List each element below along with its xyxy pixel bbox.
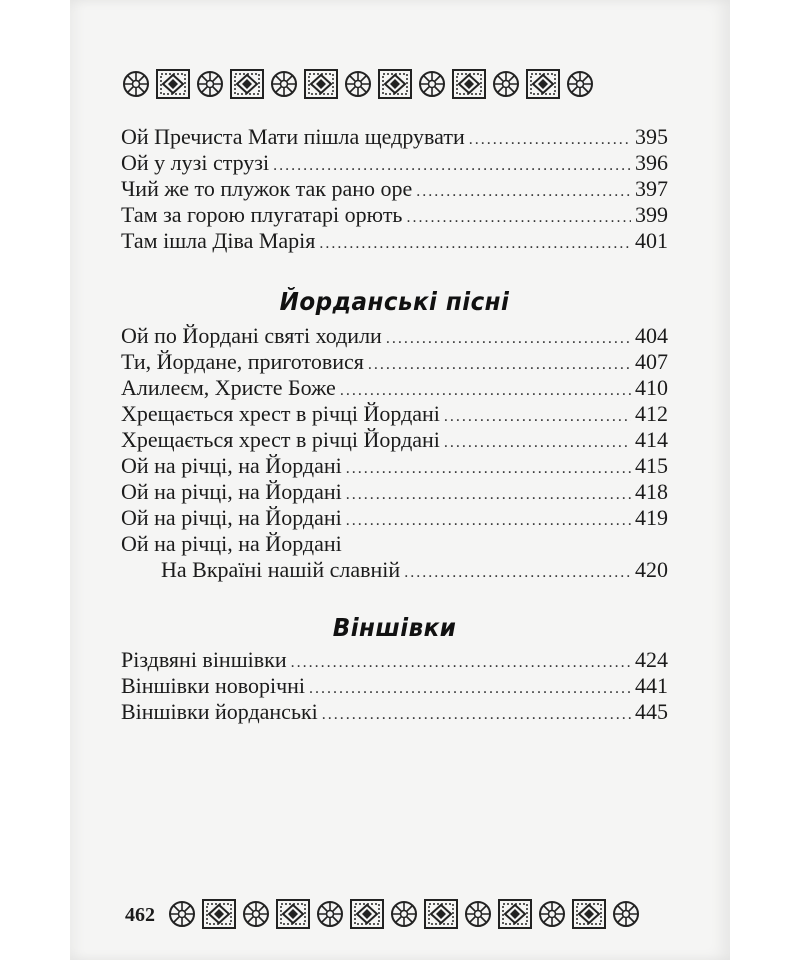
leader-dots [346, 508, 631, 534]
toc-entry [121, 673, 668, 699]
section-heading-greetings: Віншівки [332, 613, 457, 642]
embroidery-rosette-icon [242, 899, 270, 929]
toc-entry-page: 407 [635, 349, 668, 374]
embroidery-motif-icon [526, 69, 560, 99]
toc-entry-multiline-first: Ой на річці, на Йордані [121, 531, 342, 556]
embroidery-motif-icon [572, 899, 606, 929]
toc-entry [121, 401, 668, 427]
toc-entry [121, 427, 668, 453]
toc-entry [121, 349, 668, 375]
toc-entry-page: 397 [635, 176, 668, 201]
embroidery-rosette-icon [168, 899, 196, 929]
embroidery-rosette-icon [418, 69, 446, 99]
leader-dots [319, 231, 631, 257]
toc-entry [121, 647, 668, 673]
toc-entry-page: 412 [635, 401, 668, 426]
section-heading-jordan: Йорданські пісні [279, 287, 510, 316]
leader-dots [444, 404, 631, 430]
toc-entry [121, 176, 668, 202]
leader-dots [346, 456, 631, 482]
embroidery-motif-icon [378, 69, 412, 99]
toc-entry-title: Ой на річці, на Йордані [121, 453, 342, 478]
toc-entry-title: Різдвяні віншівки [121, 647, 287, 672]
toc-entry-title: Хрещається хрест в річці Йордані [121, 401, 440, 426]
toc-entry-title: Алилеєм, Христе Боже [121, 375, 336, 400]
toc-entry-page: 395 [635, 124, 668, 149]
toc-entry-page: 404 [635, 323, 668, 348]
page-number: 462 [125, 904, 155, 926]
embroidery-motif-icon [202, 899, 236, 929]
toc-entry [121, 124, 668, 150]
embroidery-rosette-icon [122, 69, 150, 99]
toc-entry [121, 699, 668, 725]
toc-entry-page: 418 [635, 479, 668, 504]
toc-entry-title: Віншівки новорічні [121, 673, 306, 698]
embroidery-motif-icon [452, 69, 486, 99]
leader-dots [406, 205, 631, 231]
toc-entry-title: Ой по Йордані святі ходили [121, 323, 382, 348]
toc-entry-title: Ой Пречиста Мати пішла щедрувати [121, 124, 465, 149]
toc-entry-title: Віншівки йорданські [121, 699, 318, 724]
toc-entry-page: 396 [635, 150, 668, 175]
top-ornament-border [122, 67, 594, 101]
embroidery-rosette-icon [538, 899, 566, 929]
toc-entry [121, 150, 668, 176]
toc-entry-page: 414 [635, 427, 668, 452]
toc-entry-title: Там за горою плугатарі орють [121, 202, 403, 227]
leader-dots [404, 560, 631, 586]
toc-entry [121, 202, 668, 228]
embroidery-rosette-icon [344, 69, 372, 99]
toc-entry-page: 424 [635, 647, 668, 672]
toc-entry-page: 410 [635, 375, 668, 400]
embroidery-motif-icon [350, 899, 384, 929]
toc-entry [121, 375, 668, 401]
leader-dots [416, 179, 631, 205]
leader-dots [346, 482, 631, 508]
toc-entry [121, 479, 668, 505]
toc-entry-title: На Вкраїні нашій славній [161, 557, 401, 582]
embroidery-motif-icon [498, 899, 532, 929]
toc-entry-page: 399 [635, 202, 668, 227]
embroidery-motif-icon [424, 899, 458, 929]
toc-entry-title: Ти, Йордане, приготовися [121, 349, 364, 374]
toc-entry [121, 228, 668, 254]
toc-entry-title: Ой на річці, на Йордані [121, 479, 342, 504]
leader-dots [469, 127, 631, 153]
embroidery-rosette-icon [270, 69, 298, 99]
toc-entry [121, 323, 668, 349]
embroidery-rosette-icon [612, 899, 640, 929]
leader-dots [309, 676, 631, 702]
toc-entry-multiline-second [121, 557, 668, 583]
toc-entry-page: 401 [635, 228, 668, 253]
bottom-ornament-border [168, 897, 640, 931]
toc-entry-title: Хрещається хрест в річці Йордані [121, 427, 440, 452]
embroidery-rosette-icon [566, 69, 594, 99]
toc-entry-title: Чий же то плужок так рано оре [121, 176, 413, 201]
toc-entry-title: Ой у лузі струзі [121, 150, 270, 175]
toc-entry [121, 453, 668, 479]
toc-entry-title: Там ішла Діва Марія [121, 228, 316, 253]
toc-section-carols [121, 124, 668, 254]
toc-entry-page: 420 [635, 557, 668, 582]
embroidery-motif-icon [230, 69, 264, 99]
embroidery-rosette-icon [390, 899, 418, 929]
embroidery-rosette-icon [316, 899, 344, 929]
leader-dots [322, 702, 631, 728]
toc-entry-page: 419 [635, 505, 668, 530]
toc-entry-page: 445 [635, 699, 668, 724]
leader-dots [368, 352, 631, 378]
leader-dots [444, 430, 631, 456]
toc-entry-page: 441 [635, 673, 668, 698]
toc-entry [121, 505, 668, 531]
leader-dots [386, 326, 631, 352]
embroidery-motif-icon [304, 69, 338, 99]
embroidery-motif-icon [156, 69, 190, 99]
toc-section-greetings [121, 647, 668, 725]
embroidery-rosette-icon [464, 899, 492, 929]
leader-dots [291, 650, 631, 676]
toc-entry-page: 415 [635, 453, 668, 478]
toc-section-jordan [121, 323, 668, 583]
embroidery-rosette-icon [196, 69, 224, 99]
embroidery-rosette-icon [492, 69, 520, 99]
embroidery-motif-icon [276, 899, 310, 929]
toc-entry-title: Ой на річці, на Йордані [121, 505, 342, 530]
